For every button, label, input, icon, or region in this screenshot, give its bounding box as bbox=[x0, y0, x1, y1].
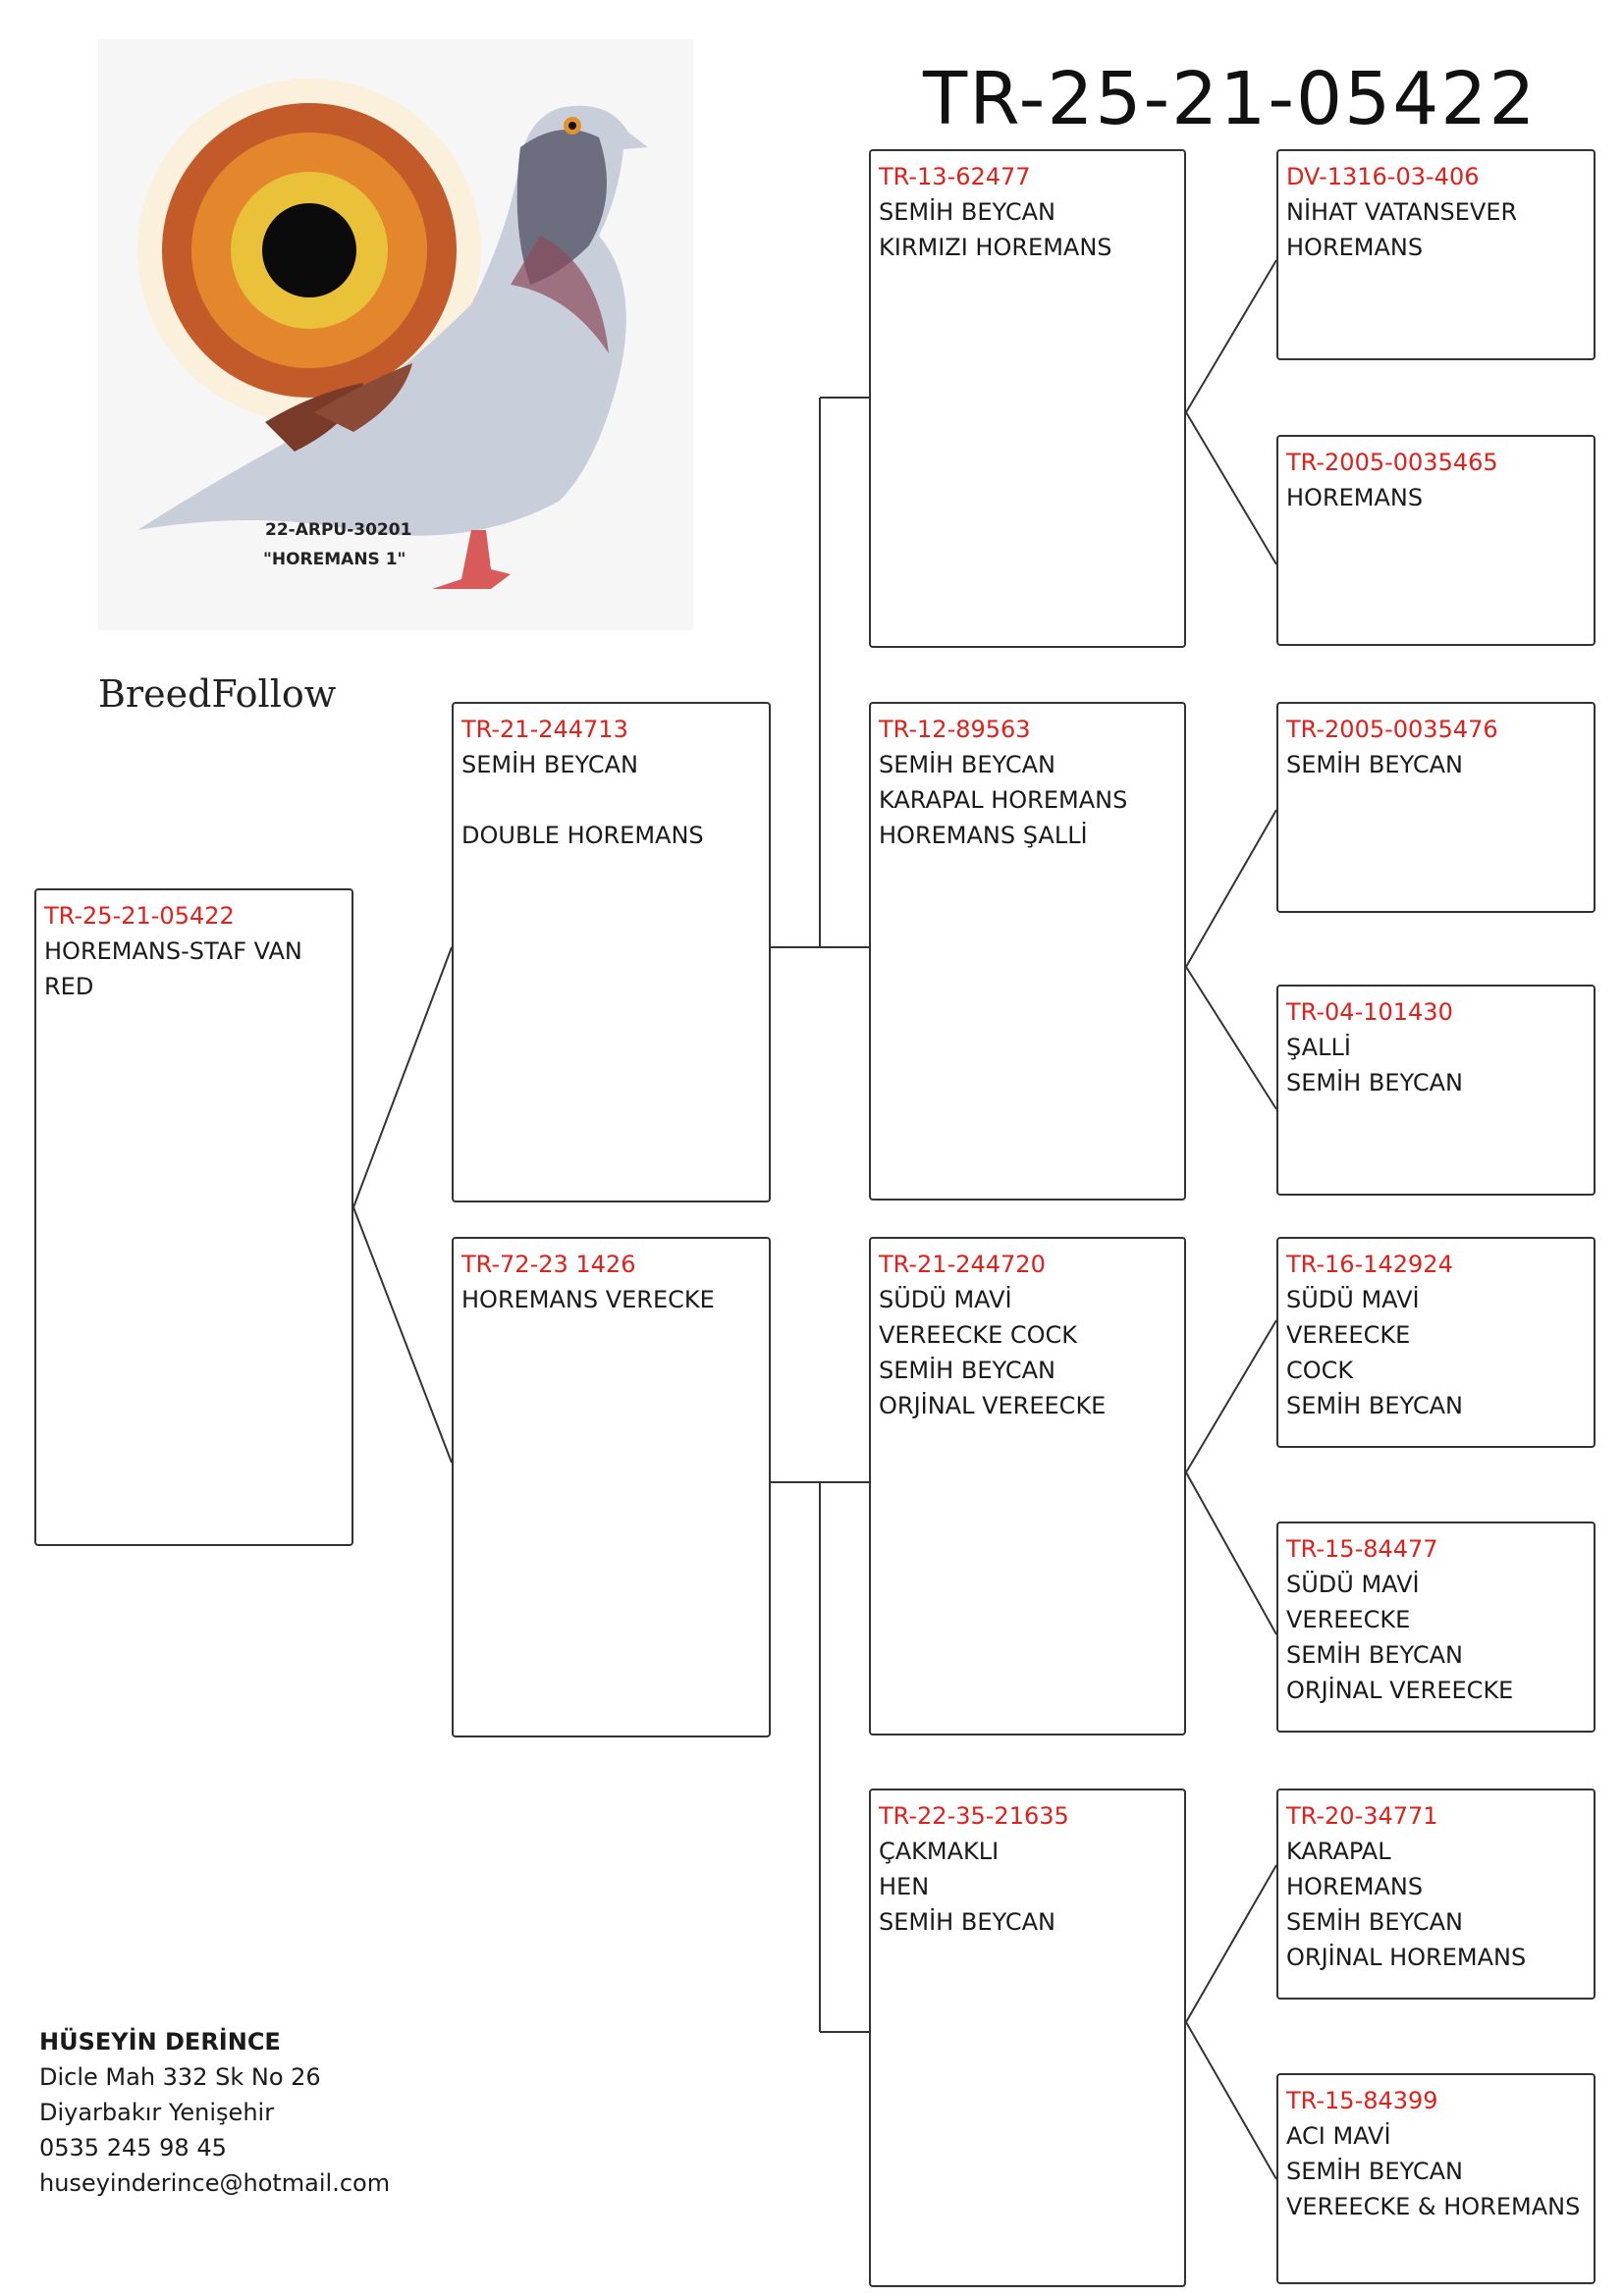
photo-name-caption: "HOREMANS 1" bbox=[263, 550, 406, 569]
info-line: VEREECKE COCK bbox=[879, 1321, 1078, 1349]
info-line: ŞALLİ bbox=[1286, 1034, 1351, 1061]
info-line: ÇAKMAKLI bbox=[879, 1838, 1000, 1865]
page-title: TR-25-21-05422 bbox=[923, 57, 1538, 141]
info-line: SEMİH BEYCAN bbox=[1286, 1641, 1463, 1669]
breeder-name: HÜSEYİN DERİNCE bbox=[39, 2028, 281, 2056]
info-line: RED bbox=[44, 973, 94, 1000]
pedigree-gen3-box bbox=[869, 1789, 1186, 2287]
info-line: SEMİH BEYCAN bbox=[879, 1908, 1055, 1936]
ring-number: TR-15-84399 bbox=[1286, 2087, 1438, 2114]
info-line: SEMİH BEYCAN bbox=[879, 751, 1055, 778]
pedigree-gen4-box bbox=[1276, 435, 1596, 646]
ring-number: TR-20-34771 bbox=[1286, 1802, 1438, 1830]
ring-number: TR-21-244720 bbox=[879, 1251, 1046, 1278]
info-line: HOREMANS bbox=[1286, 484, 1424, 511]
info-line: SEMİH BEYCAN bbox=[879, 1357, 1055, 1384]
ring-number: TR-16-142924 bbox=[1286, 1251, 1453, 1278]
info-line: KARAPAL HOREMANS bbox=[879, 786, 1128, 814]
ring-number: TR-2005-0035476 bbox=[1286, 716, 1498, 743]
info-line: NİHAT VATANSEVER bbox=[1286, 198, 1518, 226]
pedigree-gen4-box bbox=[1276, 149, 1596, 360]
ring-number: TR-72-23 1426 bbox=[461, 1251, 636, 1278]
info-line: VEREECKE bbox=[1286, 1321, 1411, 1349]
info-line: ORJİNAL HOREMANS bbox=[1286, 1944, 1527, 1971]
info-line: DOUBLE HOREMANS bbox=[461, 822, 704, 849]
pedigree-gen4-box bbox=[1276, 1522, 1596, 1733]
info-line: ORJİNAL VEREECKE bbox=[879, 1392, 1107, 1419]
pedigree-gen4-box bbox=[1276, 1237, 1596, 1448]
info-line: VEREECKE & HOREMANS bbox=[1286, 2193, 1581, 2220]
info-line: KARAPAL bbox=[1286, 1838, 1391, 1865]
breeder-email[interactable]: huseyinderince@hotmail.com bbox=[39, 2169, 391, 2197]
info-line: KIRMIZI HOREMANS bbox=[879, 234, 1112, 261]
info-line: SEMİH BEYCAN bbox=[461, 751, 638, 778]
info-line: VEREECKE bbox=[1286, 1606, 1411, 1633]
ring-number: TR-25-21-05422 bbox=[44, 902, 235, 930]
breeder-address-line1: Dicle Mah 332 Sk No 26 bbox=[39, 2063, 321, 2091]
ring-number: TR-15-84477 bbox=[1286, 1535, 1438, 1563]
breeder-contact bbox=[39, 2024, 390, 2201]
info-line: SEMİH BEYCAN bbox=[1286, 2158, 1463, 2185]
info-line: HOREMANS VERECKE bbox=[461, 1286, 715, 1313]
info-line: HOREMANS-STAF VAN bbox=[44, 937, 302, 965]
pedigree-subject-box bbox=[34, 888, 353, 1546]
info-line: HEN bbox=[879, 1873, 930, 1900]
info-line: COCK bbox=[1286, 1357, 1354, 1384]
info-line bbox=[461, 782, 761, 818]
pedigree-dam-box bbox=[452, 1237, 771, 1737]
pedigree-gen4-box bbox=[1276, 702, 1596, 913]
pedigree-gen3-box bbox=[869, 1237, 1186, 1735]
info-line: ORJİNAL VEREECKE bbox=[1286, 1677, 1514, 1704]
ring-number: TR-13-62477 bbox=[879, 163, 1031, 190]
ring-number: TR-04-101430 bbox=[1286, 998, 1453, 1026]
breeder-phone: 0535 245 98 45 bbox=[39, 2134, 227, 2162]
breeder-address-line2: Diyarbakır Yenişehir bbox=[39, 2099, 275, 2126]
pedigree-sire-box bbox=[452, 702, 771, 1202]
photo-ring-caption: 22-ARPU-30201 bbox=[265, 520, 412, 540]
info-line: SEMİH BEYCAN bbox=[1286, 1908, 1463, 1936]
info-line: HOREMANS bbox=[1286, 234, 1424, 261]
ring-number: TR-22-35-21635 bbox=[879, 1802, 1069, 1830]
pedigree-gen3-box bbox=[869, 702, 1186, 1201]
info-line: SEMİH BEYCAN bbox=[1286, 1069, 1463, 1096]
ring-number: TR-12-89563 bbox=[879, 716, 1031, 743]
info-line: HOREMANS bbox=[1286, 1873, 1424, 1900]
pedigree-gen4-box bbox=[1276, 1789, 1596, 2000]
pedigree-gen3-box bbox=[869, 149, 1186, 648]
pedigree-gen4-box bbox=[1276, 2073, 1596, 2284]
info-line: SÜDÜ MAVİ bbox=[1286, 1571, 1420, 1598]
info-line: SEMİH BEYCAN bbox=[1286, 1392, 1463, 1419]
info-line: ACI MAVİ bbox=[1286, 2122, 1391, 2150]
pedigree-gen4-box bbox=[1276, 985, 1596, 1196]
info-line: HOREMANS ŞALLİ bbox=[879, 822, 1088, 849]
ring-number: TR-21-244713 bbox=[461, 716, 628, 743]
brand-logo-text: BreedFollow bbox=[98, 672, 337, 716]
ring-number: TR-2005-0035465 bbox=[1286, 449, 1498, 476]
info-line: SÜDÜ MAVİ bbox=[1286, 1286, 1420, 1313]
info-line: SEMİH BEYCAN bbox=[1286, 751, 1463, 778]
info-line: SÜDÜ MAVİ bbox=[879, 1286, 1012, 1313]
ring-number: DV-1316-03-406 bbox=[1286, 163, 1480, 190]
info-line: SEMİH BEYCAN bbox=[879, 198, 1055, 226]
